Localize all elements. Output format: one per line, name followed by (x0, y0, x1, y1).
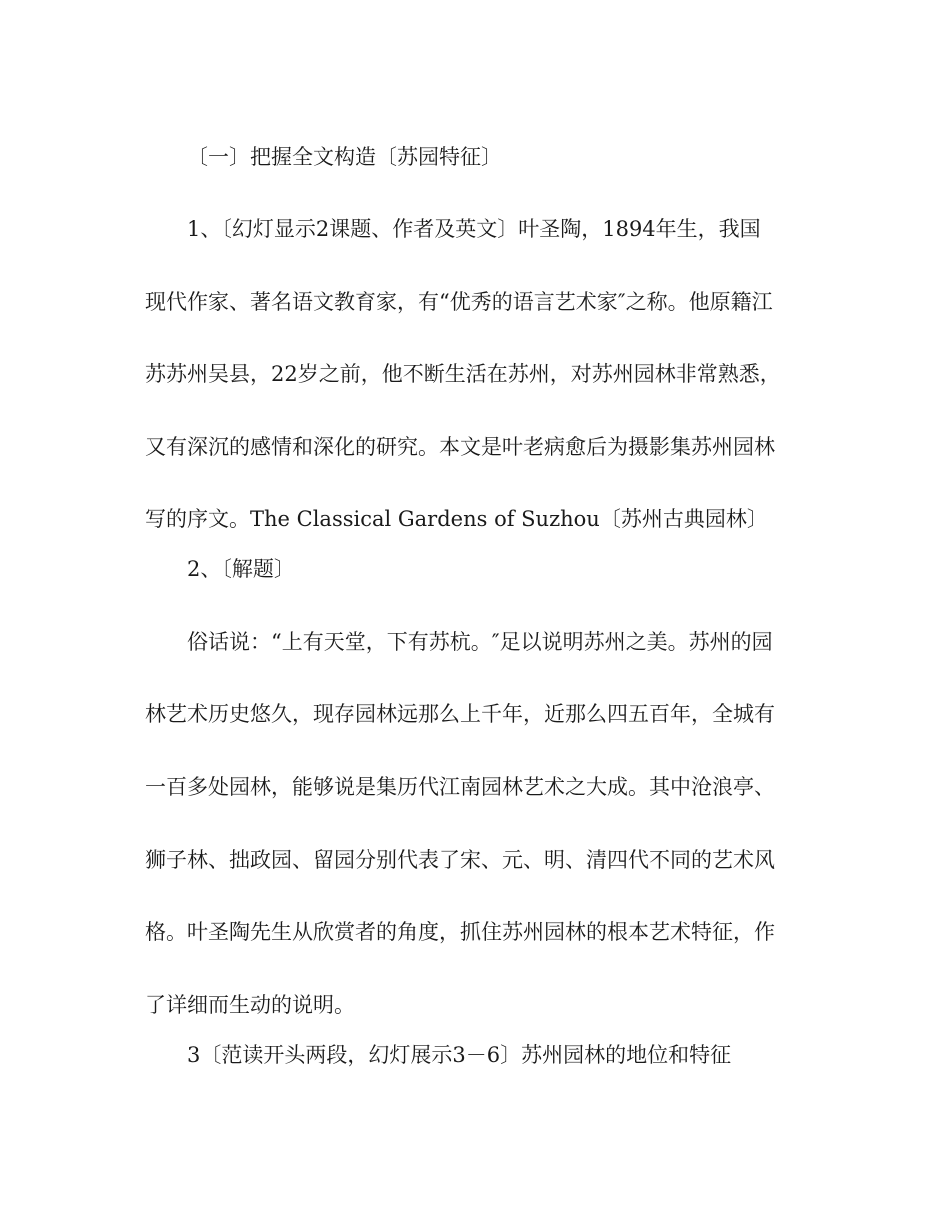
paragraph-line: 俗话说：“上有天堂，下有苏杭。″足以说明苏州之美。苏州的园 (187, 630, 773, 654)
paragraph-line: 林艺术历史悠久，现存园林远那么上千年，近那么四五百年，全城有 (145, 702, 775, 726)
paragraph-line: 3〔范读开头两段，幻灯展示3－6〕苏州园林的地位和特征 (187, 1043, 732, 1067)
paragraph-line: 格。叶圣陶先生从欣赏者的角度，抓住苏州园林的根本艺术特征，作 (145, 920, 775, 944)
paragraph-line: 一百多处园林，能够说是集历代江南园林艺术之大成。其中沧浪亭、 (145, 775, 775, 799)
paragraph-line: 写的序文。The Classical Gardens of Suzhou〔苏州古典园林〕 (145, 507, 768, 531)
paragraph-line: 现代作家、著名语文教育家，有“优秀的语言艺术家″之称。他原籍江 (145, 290, 773, 314)
paragraph-line: 又有深沉的感情和深化的研究。本文是叶老病愈后为摄影集苏州园林 (145, 435, 775, 459)
paragraph-line: 了详细而生动的说明。 (145, 993, 355, 1017)
subheading: 2、〔解题〕 (187, 557, 295, 581)
paragraph-line: 1、〔幻灯显示2课题、作者及英文〕叶圣陶，1894年生，我国 (187, 217, 761, 241)
section-heading: 〔一〕把握全文构造〔苏园特征〕 (187, 145, 502, 169)
paragraph-line: 狮子林、拙政园、留园分别代表了宋、元、明、清四代不同的艺术风 (145, 848, 775, 872)
paragraph-line: 苏苏州吴县，22岁之前，他不断生活在苏州，对苏州园林非常熟悉， (145, 362, 781, 386)
